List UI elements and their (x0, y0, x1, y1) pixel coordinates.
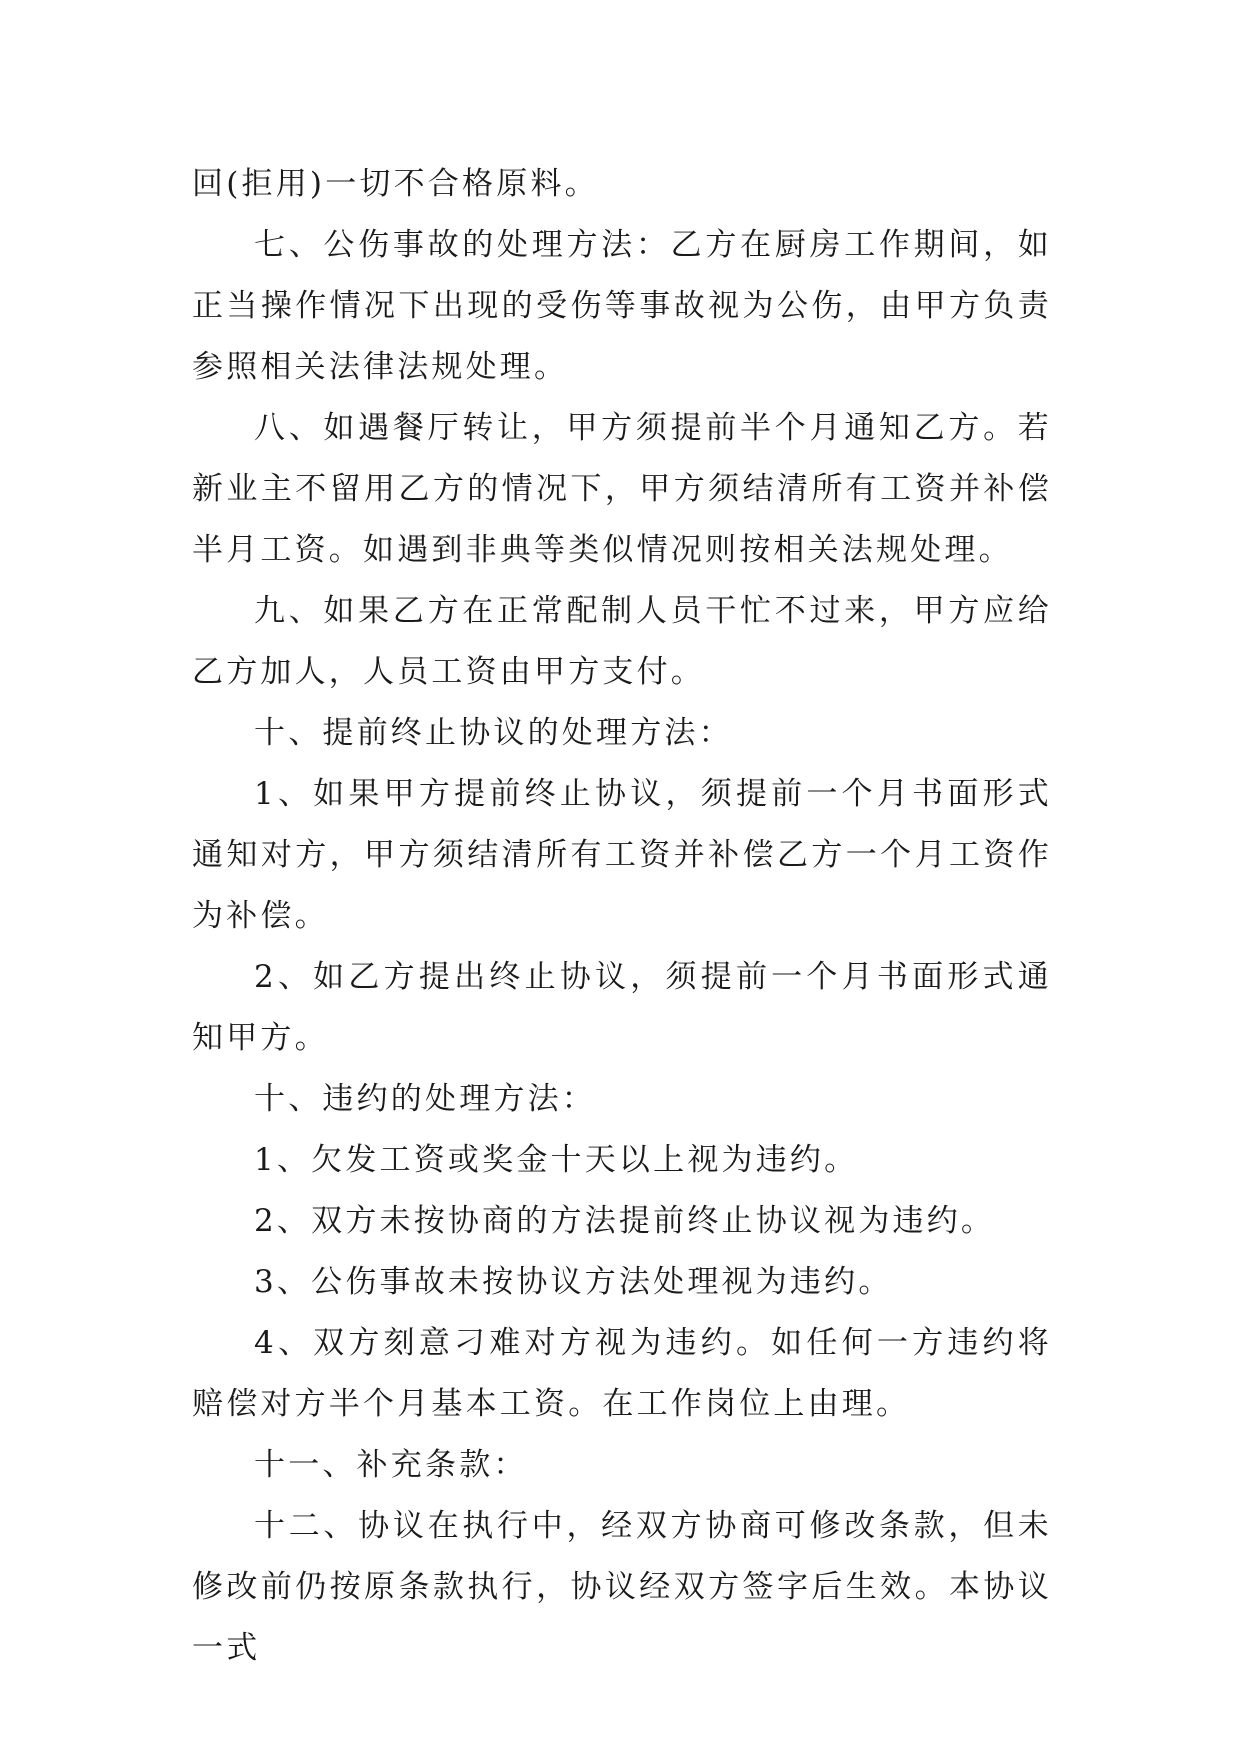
document-body (192, 154, 1052, 1679)
paragraph-termination-item-2: 2、如乙方提出终止协议，须提前一个月书面形式通知甲方。 (192, 959, 1052, 1056)
section-heading-early-termination: 十、提前终止协议的处理方法： (254, 715, 733, 751)
paragraph-clause-7: 七、公伤事故的处理方法：乙方在厨房工作期间，如正当操作情况下出现的受伤等事故视为公伤，由甲方负责参照相关法律法规处理。 (192, 227, 1052, 385)
paragraph-clause-9: 九、如果乙方在正常配制人员干忙不过来，甲方应给乙方加人，人员工资由甲方支付。 (192, 593, 1052, 690)
paragraph-clause-8: 八、如遇餐厅转让，甲方须提前半个月通知乙方。若新业主不留用乙方的情况下，甲方须结清所有工资并补偿半月工资。如遇到非典等类似情况则按相关法规处理。 (192, 410, 1052, 568)
paragraph-continuation: 回(拒用)一切不合格原料。 (192, 166, 599, 202)
paragraph-termination-item-1: 1、如果甲方提前终止协议，须提前一个月书面形式通知对方，甲方须结清所有工资并补偿乙方一个月工资作为补偿。 (192, 776, 1052, 934)
paragraph-breach-item-4: 4、双方刻意刁难对方视为违约。如任何一方违约将赔偿对方半个月基本工资。在工作岗位上由理。 (192, 1325, 1052, 1422)
paragraph-breach-item-1: 1、欠发工资或奖金十天以上视为违约。 (254, 1142, 859, 1178)
paragraph-clause-12: 十二、协议在执行中，经双方协商可修改条款，但未修改前仍按原条款执行，协议经双方签字后生效。本协议一式 (192, 1508, 1052, 1666)
section-heading-breach: 十、违约的处理方法： (254, 1081, 596, 1117)
paragraph-breach-item-2: 2、双方未按协商的方法提前终止协议视为违约。 (254, 1203, 996, 1239)
paragraph-breach-item-3: 3、公伤事故未按协议方法处理视为违约。 (254, 1264, 893, 1300)
section-heading-supplementary: 十一、补充条款： (254, 1447, 528, 1483)
